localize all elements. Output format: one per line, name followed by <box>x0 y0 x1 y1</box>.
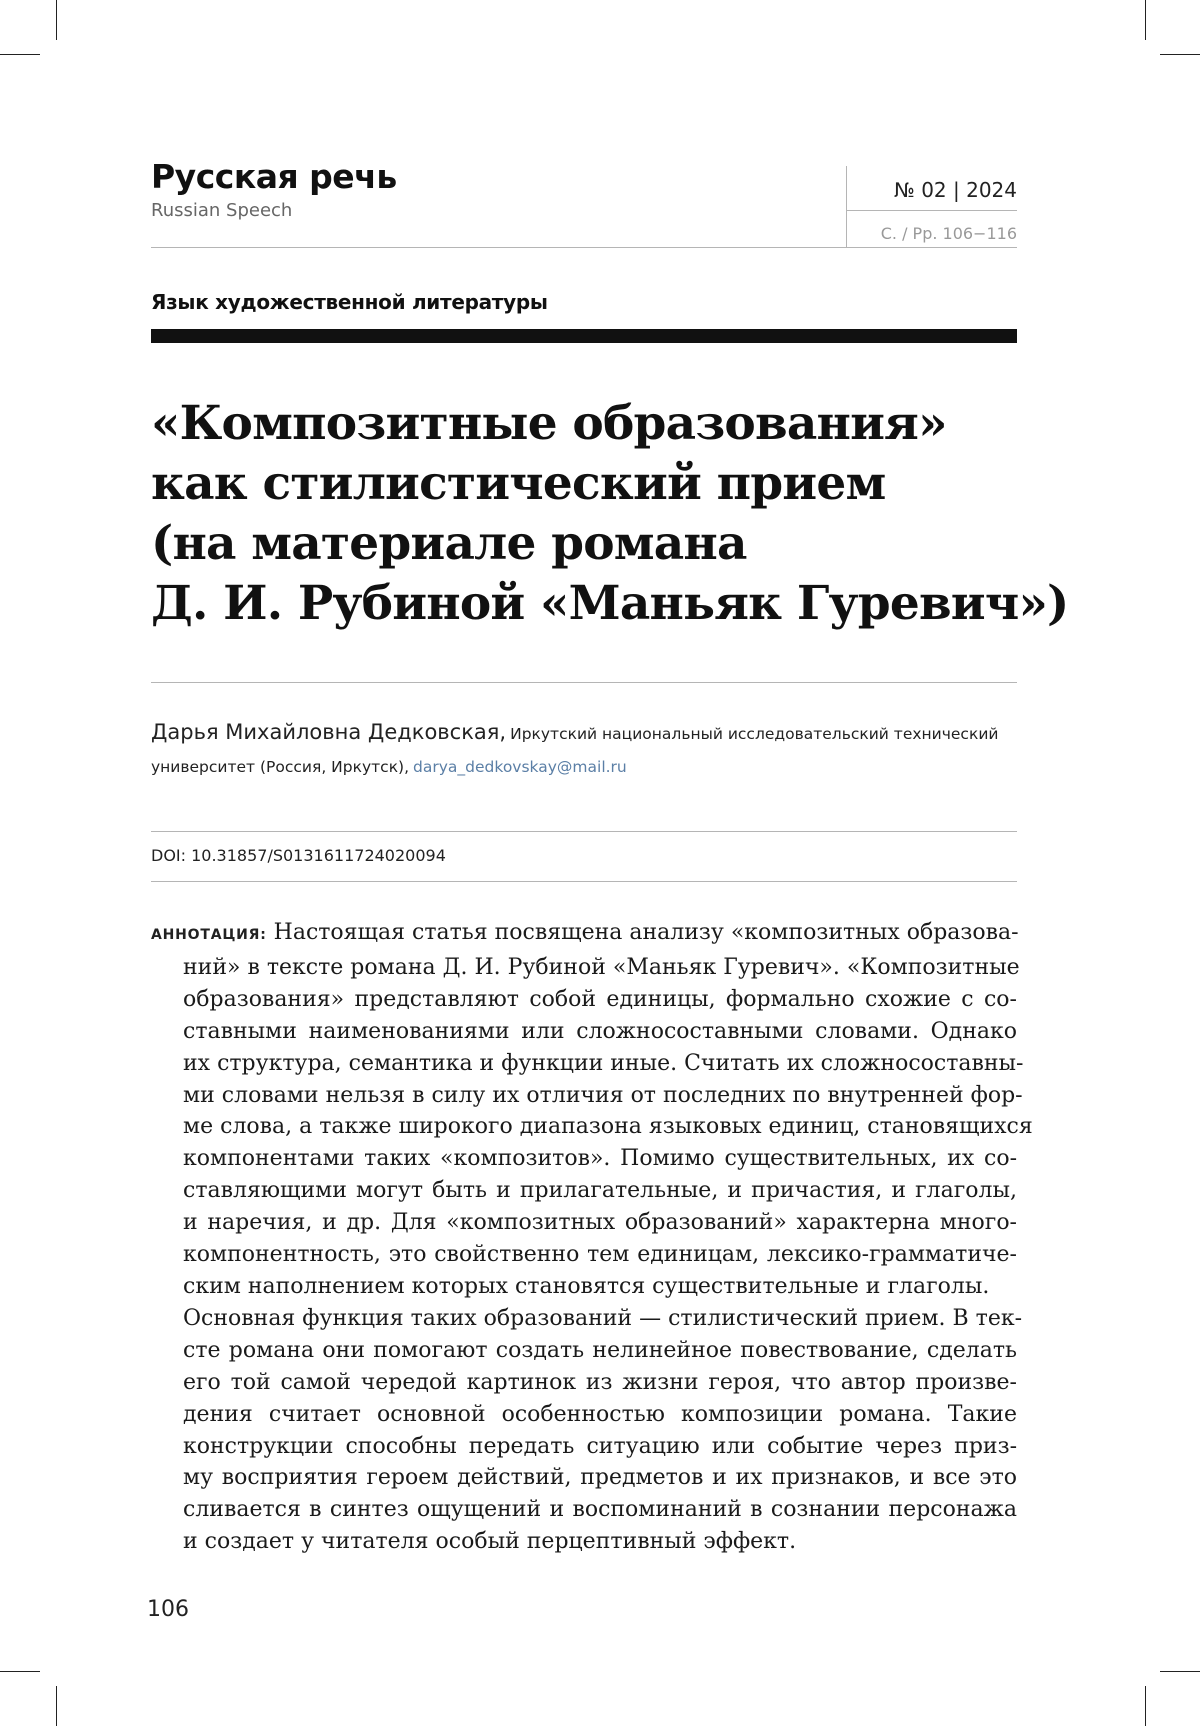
journal-header <box>151 158 1017 248</box>
abstract-label: АННОТАЦИЯ: <box>151 927 267 943</box>
abstract-line: образования» представляют собой единицы, формально схожие с со- <box>183 986 1017 1012</box>
abstract-line: ским наполнением которых становятся существительные и глаголы. <box>183 1273 990 1299</box>
crop-mark-bottom-right-vertical <box>1145 1686 1146 1726</box>
section-bar <box>151 329 1017 343</box>
abstract-text: Настоящая статья посвящена анализу «композитных образова- <box>273 920 1019 945</box>
abstract-line: ний» в тексте романа Д. И. Рубиной «Маньяк Гуревич». «Композитные <box>183 954 1020 980</box>
abstract-line: конструкции способны передать ситуацию или событие через приз- <box>183 1433 1017 1459</box>
crop-mark-bottom-left-horizontal <box>0 1671 40 1672</box>
abstract <box>151 917 1033 1558</box>
section-label: Язык художественной литературы <box>151 290 548 314</box>
abstract-line: му восприятия героем действий, предметов и их признаков, и все это <box>183 1465 1017 1491</box>
article-title-line: (на материале романа <box>151 516 747 571</box>
abstract-line: сте романа они помогают создать нелинейное повествование, сделать <box>183 1337 1017 1363</box>
journal-title: Русская речь <box>151 157 397 196</box>
abstract-line: и наречия, и др. Для «композитных образований» характерна много- <box>183 1210 1017 1236</box>
abstract-line: его той самой чередой картинок из жизни героя, что автор произве- <box>183 1369 1017 1395</box>
author-divider <box>151 831 1017 832</box>
issue-number: № 02 | 2024 <box>894 178 1017 202</box>
article-title-line: «Композитные образования» <box>151 396 947 451</box>
author-block <box>151 716 1017 784</box>
abstract-line: их структура, семантика и функции иные. Считать их сложносоставны- <box>183 1050 1024 1076</box>
title-divider <box>151 682 1017 683</box>
author-email-link[interactable]: darya_dedkovskay@mail.ru <box>413 758 627 776</box>
journal-subtitle: Russian Speech <box>151 200 293 221</box>
abstract-line: и создает у читателя особый перцептивный эффект. <box>183 1529 797 1555</box>
abstract-line: ставляющими могут быть и прилагательные, и причастия, и глаголы, <box>183 1178 1017 1204</box>
author-name: Дарья Михайловна Дедковская, <box>151 720 507 744</box>
abstract-line: Основная функция таких образований — стилистический прием. В тек- <box>183 1305 1023 1331</box>
crop-mark-top-left-vertical <box>56 0 57 40</box>
header-divider <box>151 247 1017 248</box>
article-title-line: Д. И. Рубиной «Маньяк Гуревич») <box>151 576 1069 631</box>
issue-pages: С. / Pp. 106−116 <box>880 224 1017 243</box>
crop-mark-top-left-horizontal <box>0 54 40 55</box>
author-affiliation-cont: университет (Россия, Иркутск), <box>151 758 410 776</box>
abstract-line <box>151 917 1017 952</box>
doi: DOI: 10.31857/S0131611724020094 <box>151 846 446 865</box>
abstract-line: сливается в синтез ощущений и воспоминаний в сознании персонажа <box>183 1497 1017 1523</box>
abstract-line: дения считает основной особенностью композиции романа. Такие <box>183 1401 1017 1427</box>
crop-mark-top-right-vertical <box>1145 0 1146 40</box>
author-line-1 <box>151 716 1017 751</box>
doi-divider <box>151 881 1017 882</box>
article-title <box>151 394 1069 634</box>
crop-mark-bottom-left-vertical <box>56 1686 57 1726</box>
article-title-line: как стилистический прием <box>151 456 886 511</box>
abstract-line: ми словами нельзя в силу их отличия от последних по внутренней фор- <box>183 1082 1023 1108</box>
abstract-line: компонентами таких «композитов». Помимо существительных, их со- <box>183 1146 1017 1172</box>
crop-mark-top-right-horizontal <box>1160 54 1200 55</box>
page-number: 106 <box>147 1597 189 1622</box>
abstract-line: компонентность, это свойственно тем единицам, лексико-грамматиче- <box>183 1242 1017 1268</box>
issue-divider <box>847 210 1017 211</box>
abstract-line: ставными наименованиями или сложносоставными словами. Однако <box>183 1018 1017 1044</box>
abstract-paragraph <box>151 917 1033 1558</box>
author-affiliation: Иркутский национальный исследовательский технический <box>510 725 999 743</box>
author-line-2 <box>151 751 1017 784</box>
issue-info <box>846 166 1017 248</box>
crop-mark-bottom-right-horizontal <box>1160 1671 1200 1672</box>
abstract-line: ме слова, а также широкого диапазона языковых единиц, становящихся <box>183 1114 1033 1140</box>
